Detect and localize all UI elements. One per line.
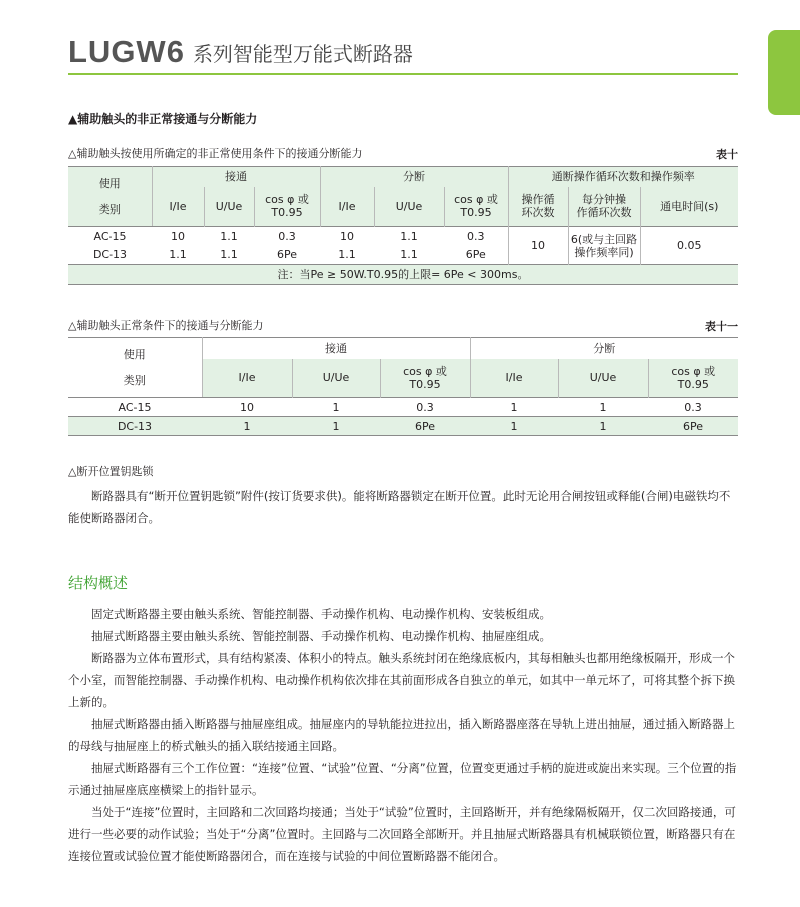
table-11 bbox=[68, 337, 738, 436]
table-note: 注：当Pe ≥ 50W.T0.95的上限= 6Pe < 300ms。 bbox=[68, 265, 738, 285]
structure-body bbox=[68, 603, 740, 867]
col-ile: I/Ie bbox=[202, 359, 292, 398]
break-group-header: 分断 bbox=[470, 338, 738, 359]
header-divider bbox=[68, 73, 738, 75]
structure-title: 结构概述 bbox=[68, 574, 129, 592]
paragraph: 抽屉式断路器由插入断路器与抽屉座组成。抽屉座内的导轨能拉进拉出，插入断路器座落在导轨上进出抽屉，通过插入断路器上的母线与抽屉座上的桥式触头的插入联结接通主回路。 bbox=[68, 717, 735, 753]
table11-number: 表十一 bbox=[705, 320, 738, 333]
paragraph: 固定式断路器主要由触头系统、智能控制器、手动操作机构、电动操作机构、安装板组成。 bbox=[91, 607, 551, 621]
table10-number: 表十 bbox=[716, 148, 738, 161]
usage-category-header: 使用 类别 bbox=[68, 167, 152, 227]
section1-title: ▲辅助触头的非正常接通与分断能力 bbox=[68, 112, 258, 126]
col-uue: U/Ue bbox=[558, 359, 648, 398]
section1-subtitle: △辅助触头按使用所确定的非正常使用条件下的接通分断能力 bbox=[68, 147, 363, 160]
table-cell: 1.1 bbox=[220, 229, 238, 243]
brand-title: LUGW6 bbox=[68, 34, 185, 69]
table-cell: AC-15 bbox=[118, 400, 152, 414]
table-cell: AC-15 bbox=[93, 229, 127, 243]
col-cos: cos φ 或 T0.95 bbox=[254, 187, 320, 227]
paragraph: 断路器为立体布置形式，具有结构紧凑、体积小的特点。触头系统封闭在绝缘底板内，其每相触头也都用绝缘板隔开，形成一个个小室，而智能控制器、手动操作机构、电动操作机构依次排在其前面形成各自独立的单元，如其中一单元坏了，可将其整个拆下换上新的。 bbox=[68, 651, 735, 709]
table-cell: 1.1 bbox=[338, 248, 356, 262]
table-cell: 1.1 bbox=[400, 248, 418, 262]
table-cell: 1.1 bbox=[169, 248, 187, 262]
table-cell: 10 bbox=[171, 229, 185, 243]
table-cell: 1 bbox=[510, 419, 518, 433]
table-cell: 1 bbox=[599, 400, 607, 414]
table-cell: 1 bbox=[332, 419, 340, 433]
page-header bbox=[68, 30, 413, 70]
table-cell: DC-13 bbox=[117, 419, 153, 433]
col-cos: cos φ 或 T0.95 bbox=[380, 359, 470, 398]
table-cell: DC-13 bbox=[92, 248, 128, 262]
table-cell: 0.3 bbox=[278, 229, 296, 243]
table-cell: 0.3 bbox=[684, 400, 702, 414]
col-ile: I/Ie bbox=[470, 359, 558, 398]
table-cell: 0.3 bbox=[467, 229, 485, 243]
make-group-header: 接通 bbox=[202, 338, 470, 359]
usage-category-header: 使用 类别 bbox=[68, 338, 202, 398]
table-cell: 6(或与主回路 操作频率同) bbox=[568, 227, 640, 265]
table-cell: 1 bbox=[243, 419, 251, 433]
col-cycles: 操作循 环次数 bbox=[508, 187, 568, 227]
table-cell: 1 bbox=[332, 400, 340, 414]
table-cell: 10 bbox=[240, 400, 254, 414]
col-ile: I/Ie bbox=[320, 187, 374, 227]
table-cell: 1.1 bbox=[220, 248, 238, 262]
table-cell: 6Pe bbox=[414, 419, 435, 433]
paragraph: 抽屉式断路器主要由触头系统、智能控制器、手动操作机构、电动操作机构、抽屉座组成。 bbox=[91, 629, 551, 643]
table-cell: 6Pe bbox=[465, 248, 486, 262]
col-uue: U/Ue bbox=[374, 187, 444, 227]
lock-title: △断开位置钥匙锁 bbox=[68, 465, 154, 478]
ops-group-header: 通断操作循环次数和操作频率 bbox=[508, 167, 738, 187]
col-cos: cos φ 或 T0.95 bbox=[444, 187, 508, 227]
table-cell: 1 bbox=[599, 419, 607, 433]
col-uue: U/Ue bbox=[292, 359, 380, 398]
section2-subtitle: △辅助触头正常条件下的接通与分断能力 bbox=[68, 319, 264, 332]
table-10 bbox=[68, 166, 738, 285]
col-ile: I/Ie bbox=[152, 187, 204, 227]
table-cell: 6Pe bbox=[276, 248, 297, 262]
lock-text: 断路器具有“断开位置钥匙锁”附件(按订货要求供)。能将断路器锁定在断开位置。此时无论用合闸按钮或释能(合闸)电磁铁均不能使断路器闭合。 bbox=[68, 489, 731, 525]
break-group-header: 分断 bbox=[320, 167, 508, 187]
lock-paragraph bbox=[68, 485, 740, 529]
col-cos: cos φ 或 T0.95 bbox=[648, 359, 738, 398]
table-cell: 1.1 bbox=[400, 229, 418, 243]
paragraph: 当处于“连接”位置时，主回路和二次回路均接通；当处于“试验”位置时，主回路断开，并有绝缘隔板隔开，仅二次回路接通，可进行一些必要的动作试验；当处于“分离”位置时。主回路与二次回路全部断开。并且抽屉式断路器具有机械联锁位置，断路器只有在连接位置或试验位置才能使断路器闭合，而在连接与试验的中间位置断路器不能闭合。 bbox=[68, 805, 736, 863]
col-energized-time: 通电时间(s) bbox=[640, 187, 738, 227]
table-cell: 1 bbox=[510, 400, 518, 414]
table-cell: 0.05 bbox=[640, 227, 738, 265]
side-tab bbox=[768, 30, 800, 115]
make-group-header: 接通 bbox=[152, 167, 320, 187]
paragraph: 抽屉式断路器有三个工作位置：“连接”位置、“试验”位置、“分离”位置，位置变更通过手柄的旋进或旋出来实现。三个位置的指示通过抽屉座底座横梁上的指针显示。 bbox=[68, 761, 737, 797]
col-uue: U/Ue bbox=[204, 187, 254, 227]
col-per-minute: 每分钟操 作循环次数 bbox=[568, 187, 640, 227]
table-cell: 10 bbox=[508, 227, 568, 265]
table-cell: 10 bbox=[340, 229, 354, 243]
table-cell: 6Pe bbox=[682, 419, 703, 433]
page-title: 系列智能型万能式断路器 bbox=[192, 42, 413, 66]
table-cell: 0.3 bbox=[416, 400, 434, 414]
